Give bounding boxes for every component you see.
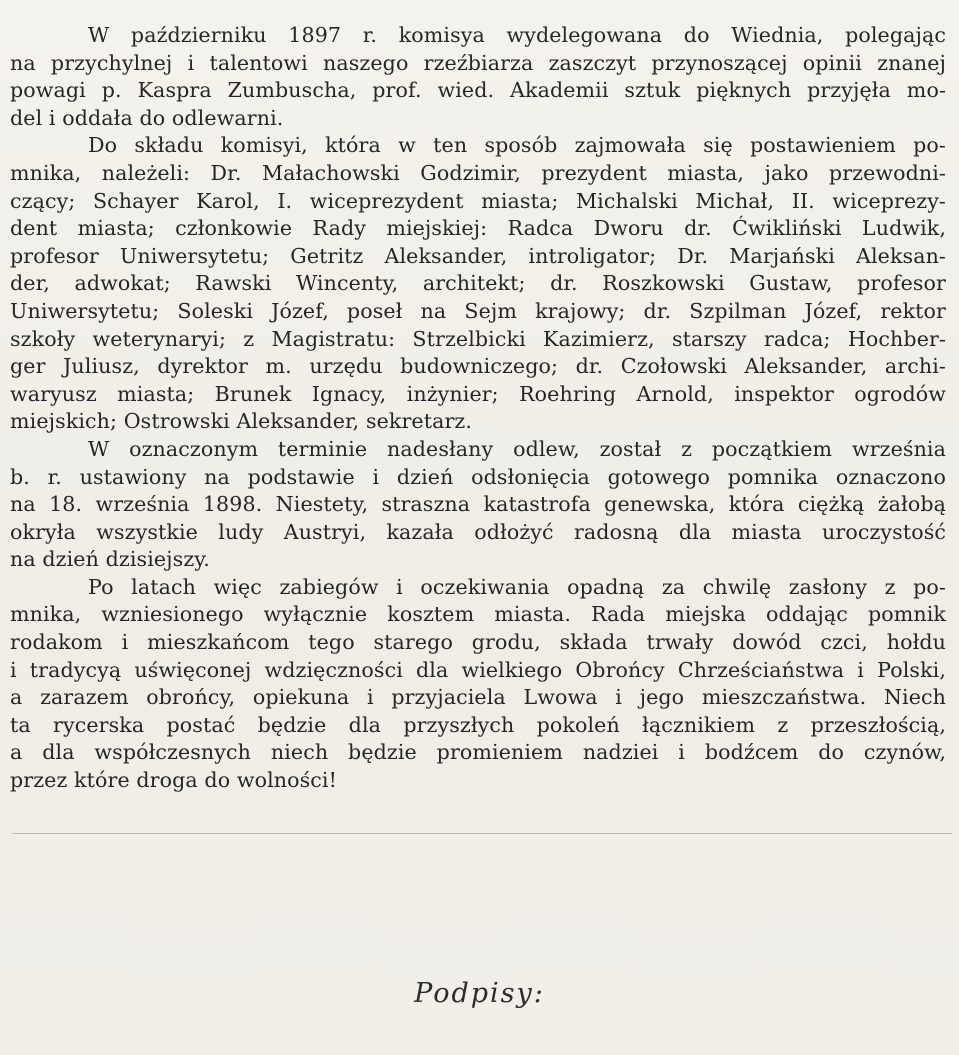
- paragraph-2-line-7: Uniwersytetu; Soleski Józef, poseł na Sejm krajowy; dr. Szpilman Józef, rektor: [10, 298, 946, 323]
- paragraph-4-line-4: i tradycyą uświęconej wdzięczności dla wielkiego Obrońcy Chrześciaństwa i Polski,: [10, 657, 946, 682]
- paragraph-4-line-7: a dla współczesnych niech będzie promieniem nadziei i bodźcem do czynów,: [10, 740, 946, 765]
- paragraph-3-line-2: b. r. ustawiony na podstawie i dzień odsłonięcia gotowego pomnika oznaczono: [10, 464, 946, 489]
- paragraph-3-line-3: na 18. września 1898. Niestety, straszna katastrofa genewska, która ciężką żałobą: [10, 492, 946, 517]
- paragraph-2-line-4: dent miasta; członkowie Rady miejskiej: Radca Dworu dr. Ćwikliński Ludwik,: [10, 216, 946, 241]
- paragraph-3-line-1: W oznaczonym terminie nadesłany odlew, został z początkiem września: [88, 436, 946, 461]
- paragraph-1-line-4: del i oddała do odlewarni.: [10, 105, 284, 130]
- paragraph-2-line-1: Do składu komisyi, która w ten sposób zajmowała się postawieniem po-: [88, 133, 946, 158]
- paragraph-1-line-1: W październiku 1897 r. komisya wydelegowana do Wiednia, polegając: [88, 23, 946, 47]
- paragraph-2-line-2: mnika, należeli: Dr. Małachowski Godzimir, prezydent miasta, jako przewodni-: [10, 160, 946, 185]
- paragraph-2-line-9: ger Juliusz, dyrektor m. urzędu budowniczego; dr. Czołowski Aleksander, archi-: [10, 354, 946, 379]
- paragraph-1-line-3: powagi p. Kaspra Zumbuscha, prof. wied. Akademii sztuk pięknych przyjęła mo-: [10, 78, 946, 103]
- signatures-heading: Podpisy:: [414, 978, 545, 1009]
- paragraph-2-line-10: waryusz miasta; Brunek Ignacy, inżynier; Roehring Arnold, inspektor ogrodów: [10, 381, 946, 406]
- paragraph-3-line-4: okryła wszystkie ludy Austryi, kazała odłożyć radosną dla miasta uroczystość: [10, 519, 946, 544]
- paragraph-4-line-5: a zarazem obrońcy, opiekuna i przyjaciela Lwowa i jego mieszczaństwa. Niech: [10, 685, 946, 710]
- paragraph-2-line-5: profesor Uniwersytetu; Getritz Aleksander, introligator; Dr. Marjański Aleksan-: [10, 243, 946, 268]
- paragraph-2-line-11: miejskich; Ostrowski Aleksander, sekretarz.: [10, 409, 473, 434]
- paragraph-4-line-3: rodakom i mieszkańcom tego starego grodu, składa trwały dowód czci, hołdu: [10, 630, 946, 655]
- paragraph-1-line-2: na przychylnej i talentowi naszego rzeźbiarza zaszczyt przynoszącej opinii znanej: [10, 50, 946, 75]
- paragraph-4-line-6: ta rycerska postać będzie dla przyszłych pokoleń łącznikiem z przeszłością,: [10, 712, 946, 737]
- paragraph-2-line-6: der, adwokat; Rawski Wincenty, architekt; dr. Roszkowski Gustaw, profesor: [10, 271, 946, 296]
- paragraph-4-line-1: Po latach więc zabiegów i oczekiwania opadną za chwilę zasłony z po-: [88, 574, 946, 599]
- paragraph-2-line-3: czący; Schayer Karol, I. wiceprezydent miasta; Michalski Michał, II. wiceprezy-: [10, 188, 946, 213]
- body-text: [10, 22, 946, 795]
- paragraph-4-line-8: przez które droga do wolności!: [10, 768, 337, 793]
- paragraph-2-line-8: szkoły weterynaryi; z Magistratu: Strzelbicki Kazimierz, starszy radca; Hochber-: [10, 326, 946, 351]
- faint-rule-line: [12, 833, 952, 834]
- paragraph-4-line-2: mnika, wzniesionego wyłącznie kosztem miasta. Rada miejska oddając pomnik: [10, 602, 946, 627]
- paragraph-3-line-5: na dzień dzisiejszy.: [10, 547, 210, 572]
